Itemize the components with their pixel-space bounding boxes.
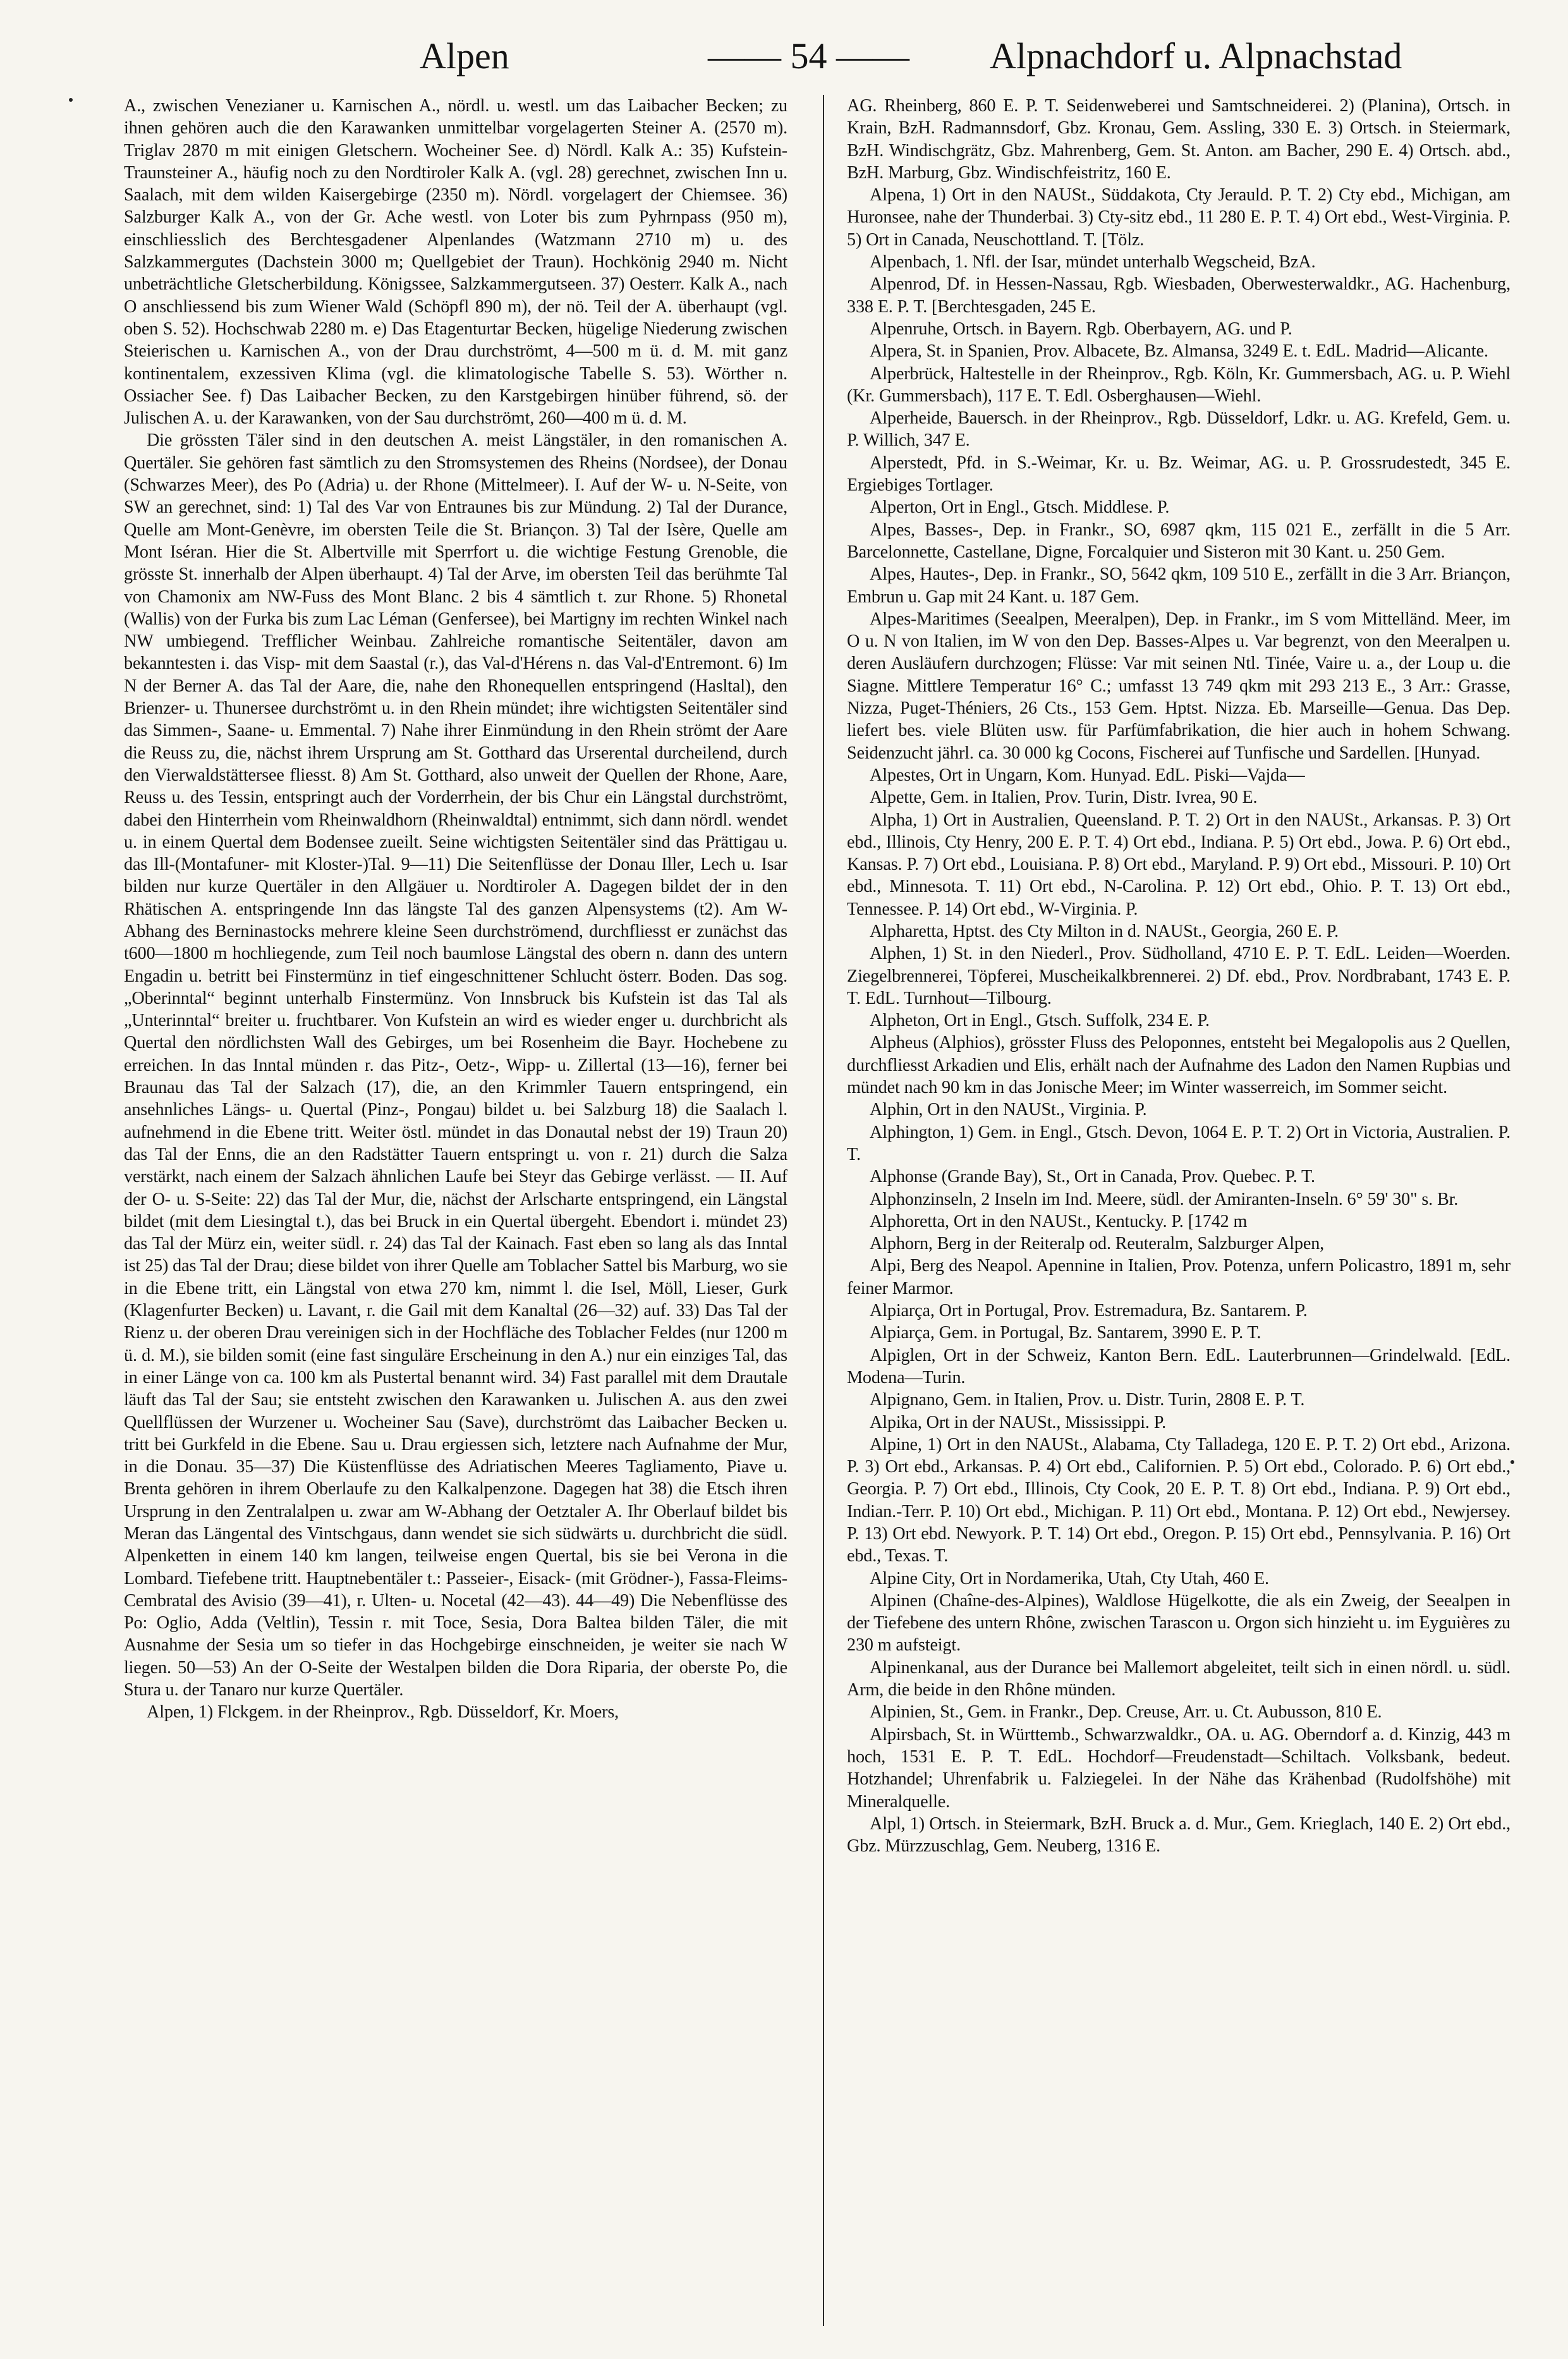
entry: Alpinen (Chaîne-des-Alpines), Waldlose Hügelkotte, die als ein Zweig, der Seealpen in der Tiefebene des untern Rhône, zwischen Tarascon u. Orgon sich hinzieht u. im Eyguières zu 230 m aufsteigt. [847,1590,1510,1655]
entry: Alphoretta, Ort in den NAUSt., Kentucky. P. [1742 m [870,1211,1248,1231]
right-column [847,95,1510,2332]
entry: Alpl, 1) Ortsch. in Steiermark, BzH. Bruck a. d. Mur., Gem. Krieglach, 140 E. 2) Ort ebd., Gbz. Mürzzuschlag, Gem. Neuberg, 1316 E. [847,1813,1510,1856]
entry: Alpika, Ort in der NAUSt., Mississippi. P. [870,1412,1167,1432]
entry: AG. Rheinberg, 860 E. P. T. Seidenweberei und Samtschneiderei. 2) (Planina), Ortsch. in Krain, BzH. Radmannsdorf, Gbz. Kronau, Gem. Assling, 330 E. 3) Ortsch. in Steiermark, BzH. Windischgrätz, Gbz. Mahrenberg, Gem. St. Anton. am Bacher, 290 E. 4) Ortsch. abd., BzH. Marburg, Gbz. Windischfeistritz, 160 E. [847,96,1510,183]
entry: Alpena, 1) Ort in den NAUSt., Süddakota, Cty Jerauld. P. T. 2) Cty ebd., Michigan, am Huronsee, nahe der Thunderbai. 3) Cty-sitz ebd., 11 280 E. P. T. 4) Ort ebd., West-Virginia. P. 5) Ort in Canada, Neuschottland. T. [Tölz. [847,185,1510,250]
entry: Alpestes, Ort in Ungarn, Kom. Hunyad. EdL. Piski—Vajda— [870,765,1305,785]
entry: Alperstedt, Pfd. in S.-Weimar, Kr. u. Bz. Weimar, AG. u. P. Grossrudestedt, 345 E. Ergiebiges Tortlager. [847,453,1510,496]
entry: Alpinien, St., Gem. in Frankr., Dep. Creuse, Arr. u. Ct. Aubusson, 810 E. [870,1702,1382,1722]
entry: Alperheide, Bauersch. in der Rheinprov., Rgb. Düsseldorf, Ldkr. u. AG. Krefeld, Gem. u. P. Willich, 347 E. [847,408,1510,451]
entry: Alphington, 1) Gem. in Engl., Gtsch. Devon, 1064 E. P. T. 2) Ort in Victoria, Australien. P. T. [847,1122,1510,1164]
entry: Alpine City, Ort in Nordamerika, Utah, Cty Utah, 460 E. [870,1568,1269,1588]
entry: Alphorn, Berg in der Reiteralp od. Reuteralm, Salzburger Alpen, [870,1234,1325,1254]
page-number: —— 54 —— [708,35,909,76]
margin-dot [1510,1460,1514,1464]
entry: Alpirsbach, St. in Württemb., Schwarzwaldkr., OA. u. AG. Oberndorf a. d. Kinzig, 443 m hoch, 1531 E. P. T. EdL. Hochdorf—Freudenstadt—Schiltach. Volksbank, bedeut. Hotzhandel; Uhrenfabrik u. Falziegelei. In der Nähe das Krähenbad (Rudolfshöhe) mit Mineralquelle. [847,1724,1510,1812]
margin-dot [69,98,73,102]
entry: Alpes, Hautes-, Dep. in Frankr., SO, 5642 qkm, 109 510 E., zerfällt in die 3 Arr. Briançon, Embrun u. Gap mit 24 Kant. u. 187 Gem. [847,564,1510,607]
entry: Alpharetta, Hptst. des Cty Milton in d. NAUSt., Georgia, 260 E. P. [870,921,1339,941]
entry: Alphonse (Grande Bay), St., Ort in Canada, Prov. Quebec. P. T. [870,1167,1315,1187]
left-column [124,95,787,2332]
column-divider [823,95,824,2326]
entry: Alpinenkanal, aus der Durance bei Mallemort abgeleitet, teilt sich in einen nördl. u. südl. Arm, die beide in den Rhône münden. [847,1657,1510,1700]
entry: Alpiarça, Gem. in Portugal, Bz. Santarem, 3990 E. P. T. [870,1323,1261,1343]
entry: Alpette, Gem. in Italien, Prov. Turin, Distr. Ivrea, 90 E. [870,788,1258,808]
running-head [126,28,1485,85]
entry: Alpenrod, Df. in Hessen-Nassau, Rgb. Wiesbaden, Oberwesterwaldkr., AG. Hachenburg, 338 E. P. T. [Berchtesgaden, 245 E. [847,274,1510,317]
entry: Alphen, 1) St. in den Niederl., Prov. Südholland, 4710 E. P. T. EdL. Leiden—Woerden. Ziegelbrennerei, Töpferei, Muscheikalkbrennerei. 2) Df. ebd., Prov. Nordbrabant, 1743 E. P. T. EdL. Turnhout—Tilbourg. [847,944,1510,1008]
entry: Alpiarça, Ort in Portugal, Prov. Estremadura, Bz. Santarem. P. [870,1301,1308,1321]
entry: Alpine, 1) Ort in den NAUSt., Alabama, Cty Talladega, 120 E. P. T. 2) Ort ebd., Arizona. P. 3) Ort ebd., Arkansas. P. 4) Ort ebd., Californien. P. 5) Ort ebd., Colorado. P. 6) Ort ebd., Georgia. P. 7) Ort ebd., Illinois, Cty Cook, 20 E. P. T. 8) Ort ebd., Indiana. P. 9) Ort ebd., Indian.-Terr. P. 10) Ort ebd., Michigan. P. 11) Ort ebd., Montana. P. 12) Ort ebd., Newjersey. P. 13) Ort ebd. Newyork. P. T. 14) Ort ebd., Oregon. P. 15) Ort ebd., Pennsylvania. P. 16) Ort ebd., Texas. T. [847,1434,1510,1566]
entry: Alpheton, Ort in Engl., Gtsch. Suffolk, 234 E. P. [870,1011,1210,1031]
entry: Alpiglen, Ort in der Schweiz, Kanton Bern. EdL. Lauterbrunnen—Grindelwald. [EdL. Modena—Turin. [847,1345,1510,1387]
paragraph: A., zwischen Venezianer u. Karnischen A., nördl. u. westl. um das Laibacher Becken; zu ihnen gehören auch die den Karawanken unmittelbar vorgelagerten Steiner A. (2570 m). Triglav 2870 m mit einigen Gletschern. Wocheiner See. d) Nördl. Kalk A.: 35) Kufstein-Traunsteiner A., häufig noch zu den Nordtiroler Kalk A. (vgl. 28) gerechnet, zwischen Inn u. Saalach, mit dem wilden Kaisergebirge (2350 m). Nördl. vorgelagert der Chiemsee. 36) Salzburger Kalk A., von der Gr. Ache westl. von Loter bis zum Pyhrnpass (950 m), einschliesslich des Berchtesgadener Alpenlandes (Watzmann 2710 m) u. des Salzkammergutes (Dachstein 3000 m; Quellgebiet der Traun). Hochkönig 2940 m. Nicht unbeträchtliche Gletscherbildung. Königssee, Salzkammergutseen. 37) Oesterr. Kalk A., nach O anschliessend bis zum Wiener Wald (Schöpfl 890 m), der nö. Teil der A. überhaupt (vgl. oben S. 52). Hochschwab 2280 m. e) Das Etagenturtar Becken, hügelige Niederung zwischen Steierischen u. Karnischen A., von der Drau durchströmt, 4—500 m ü. d. M. mit ganz kontinentalem, exzessiven Klima (vgl. die klimatologische Tabelle S. 53). Wörther n. Ossiacher See. f) Das Laibacher Becken, zu den Karstgebirgen hinüber führend, sö. der Julischen A. u. der Karawanken, von der Sau durchströmt, 260—400 m ü. d. M. [124,96,787,429]
entry: Alpignano, Gem. in Italien, Prov. u. Distr. Turin, 2808 E. P. T. [870,1390,1305,1410]
entry: Alphin, Ort in den NAUSt., Virginia. P. [870,1100,1147,1120]
entry: Alpes, Basses-, Dep. in Frankr., SO, 6987 qkm, 115 021 E., zerfällt in die 5 Arr. Barcelonnette, Castellane, Digne, Forcalquier und Sisteron mit 30 Kant. u. 250 Gem. [847,520,1510,562]
entry: Alpenbach, 1. Nfl. der Isar, mündet unterhalb Wegscheid, BzA. [870,252,1316,272]
entry: Alpha, 1) Ort in Australien, Queensland. P. T. 2) Ort in den NAUSt., Arkansas. P. 3) Ort ebd., Illinois, Cty Henry, 200 E. P. T. 4) Ort ebd., Indiana. P. 5) Ort ebd., Jowa. P. 6) Ort ebd., Kansas. P. 7) Ort ebd., Louisiana. P. 8) Ort ebd., Maryland. P. 9) Ort ebd., Missouri. P. 10) Ort ebd., Minnesota. T. 11) Ort ebd., N-Carolina. P. 12) Ort ebd., Ohio. P. T. 13) Ort ebd., Tennessee. P. 14) Ort ebd., W-Virginia. P. [847,810,1510,919]
entry: Alpera, St. in Spanien, Prov. Albacete, Bz. Almansa, 3249 E. t. EdL. Madrid—Alicante. [870,341,1488,362]
header-right-keyword: Alpnachdorf u. Alpnachstad [990,35,1402,76]
entry: Alperton, Ort in Engl., Gtsch. Middlese. P. [870,497,1170,518]
paragraph: Alpen, 1) Flckgem. in der Rheinprov., Rgb. Düsseldorf, Kr. Moers, [147,1702,619,1722]
entry: Alpes-Maritimes (Seealpen, Meeralpen), Dep. in Frankr., im S vom Mittelländ. Meer, im O u. N von Italien, im W von den Dep. Basses-Alpes u. Var begrenzt, von den Meeralpen u. deren Ausläufern durchzogen; Flüsse: Var mit seinen Ntl. Tinée, Vaire u. a., der Loup u. die Siagne. Mittlere Temperatur 16° C.; umfasst 13 749 qkm mit 293 213 E., 3 Arr.: Grasse, Nizza, Puget-Théniers, 26 Cts., 153 Gem. Hptst. Nizza. Eb. Marseille—Genua. Das Dep. liefert bes. viele Blüten usw. für Parfümfabrikation, die hier auch in hohem Schwang. Seidenzucht jährl. ca. 30 000 kg Cocons, Fischerei auf Tunfische und Sardellen. [Hunyad. [847,609,1510,763]
entry: Alperbrück, Haltestelle in der Rheinprov., Rgb. Köln, Kr. Gummersbach, AG. u. P. Wiehl (Kr. Gummersbach), 117 E. T. Edl. Osberghausen—Wiehl. [847,363,1510,406]
entry: Alpheus (Alphios), grösster Fluss des Peloponnes, entsteht bei Megalopolis aus 2 Quellen, durchfliesst Arkadien und Elis, erhält nach der Aufnahme des Ladon den Namen Rupbias und mündet nach 90 km in das Jonische Meer; im Winter wasserreich, im Sommer seicht. [847,1033,1510,1098]
entry: Alphonzinseln, 2 Inseln im Ind. Meere, südl. der Amiranten-Inseln. 6° 59' 30" s. Br. [870,1189,1459,1209]
paragraph: Die grössten Täler sind in den deutschen A. meist Längstäler, in den romanischen A. Quertäler. Sie gehören fast sämtlich zu den Stromsystemen des Rheins (Nordsee), der Donau (Schwarzes Meer), des Po (Adria) u. der Rhone (Mittelmeer). I. Auf der W- u. N-Seite, von SW an gerechnet, sind: 1) Tal des Var von Entraunes bis zur Mündung. 2) Tal der Durance, Quelle am Mont-Genèvre, im obersten Teile die St. Briançon. 3) Tal der Isère, Quelle am Mont Iséran. Hier die St. Albertville mit Sperrfort u. die wichtige Festung Grenoble, die grösste St. innerhalb der Alpen überhaupt. 4) Tal der Arve, im obersten Teil das berühmte Tal von Chamonix am NW-Fuss des Mont Blanc. 2 bis 4 sämtlich t. zur Rhone. 5) Rhonetal (Wallis) von der Furka bis zum Lac Léman (Genfersee), bei Martigny im rechten Winkel nach NW umbiegend. Trefflicher Weinbau. Zahlreiche romantische Seitentäler, davon am bekanntesten i. das Visp- mit dem Saastal (r.), das Val-d'Hérens n. das Val-d'Entremont. 6) Im N der Berner A. das Tal der Aare, die, nahe den Rhonequellen entspringend (Hasltal), den Brienzer- u. Thunersee durchströmt u. in den Rhein mündet; ihre wichtigsten Seitentäler sind das Simmen-, Saane- u. Emmental. 7) Nahe ihrer Einmündung in den Rhein strömt der Aare die Reuss zu, die, nächst ihrem Ursprung am St. Gotthard das Urserental durcheilend, durch den Vierwaldstättersee fliesst. 8) Am St. Gotthard, also unweit der Quellen der Rhone, Aare, Reuss u. des Tessin, entspringt auch der Vorderrhein, der bis Chur ein Längstal durchströmt, dabei den Hinterrhein vom Rheinwaldhorn (Rheinwaldtal) entnimmt, sich dann nördl. wendet u. in einem Quertal dem Bodensee zueilt. Seine wichtigsten Seitentäler sind das Prättigau u. das Ill-(Montafuner- mit Kloster-)Tal. 9—11) Die Seitenflüsse der Donau Iller, Lech u. Isar bilden nur kurze Quertäler in den Allgäuer u. Nordtiroler A. Dagegen bildet der in den Rhätischen A. entspringende Inn das längste Tal des ganzen Alpensystems (t2). Am W-Abhang des Berninastocks mehrere kleine Seen durchströmend, durchfliesst er zunächst das t600—1800 m hochliegende, zum Teil noch baumlose Längstal des obern n. dann des untern Engadin u. betritt bei Finstermünz in tief eingeschnittener Schlucht österr. Boden. Das sog. „Oberinntal“ beginnt unterhalb Finstermünz. Von Innsbruck bis Kufstein ist das Tal als „Unterinntal“ breiter u. fruchtbarer. Von Kufstein an wird es wieder enger u. durchbricht als Quertal den nördlichsten Wall des Gebirges, um bei Rosenheim die Bayr. Hochebene zu erreichen. In das Inntal münden r. das Pitz-, Oetz-, Wipp- u. Zillertal (13—16), ferner bei Braunau das Tal der Salzach (17), die, an den Krimmler Tauern entspringend, ein ansehnliches Längs- u. Quertal (Pinz-, Pongau) bildet u. bei Salzburg 18) die Saalach l. aufnehmend in die Ebene tritt. Weiter östl. mündet in das Donautal nebst der 19) Traun 20) das Tal der Enns, die an den Radstätter Tauern entspringt u. von r. 21) durch die Salza verstärkt, nach einem der Salzach ähnlichen Laufe bei Steyr das Gebirge verlässt. — II. Auf der O- u. S-Seite: 22) das Tal der Mur, die, nächst der Arlscharte entspringend, ein Längstal bildet (mit dem Liesingtal t.), das bei Bruck in ein Quertal übergeht. Ebendort i. mündet 23) das Tal der Mürz ein, weiter südl. r. 24) das Tal der Kainach. Fast eben so lang als das Inntal ist 25) das Tal der Drau; diese bildet von ihrer Quelle am Toblacher Sattel bis Marburg, wo sie in die Ebene tritt, ein Längstal von etwa 270 km, nimmt l. die Isel, Möll, Lieser, Gurk (Klagenfurter Becken) u. Lavant, r. die Gail mit dem Kanaltal (26—32) auf. 33) Das Tal der Rienz u. der oberen Drau vereinigen sich in der Hochfläche des Toblacher Feldes (nur 1200 m ü. d. M.), sie bilden somit (eine fast singuläre Erscheinung in den A.) nur ein einziges Tal, das in einer Länge von ca. 100 km als Pustertal benannt wird. 34) Fast parallel mit dem Drautale läuft das Tal der Sau; sie entsteht zwischen den Karawanken u. Julischen A. aus den zwei Quellflüssen der Wurzener u. Wocheiner Sau (Save), durchströmt das Laibacher Becken u. tritt bei Gurkfeld in die Ebene. Sau u. Drau ergiessen sich, letztere nach Aufnahme der Mur, in die Donau. 35—37) Die Küstenflüsse des Adriatischen Meeres Tagliamento, Piave u. Brenta gehören in ihrem Oberlaufe zu den Kalkalpenzone. Dagegen hat 38) die Etsch ihren Ursprung in den Zentralalpen u. zwar am W-Abhang der Oetztaler A. Ihr Oberlauf bildet bis Meran das Längental des Vintschgaus, dann wendet sie sich südwärts u. durchbricht die südl. Alpenketten in einem 140 km langen, teilweise engen Quertal, bis sie bei Verona in die Lombard. Tiefebene tritt. Hauptnebentäler t.: Passeier-, Eisack- (mit Grödner-), Fassa-Fleims-Cembratal des Avisio (39—41), r. Ulten- u. Nocetal (42—43). 44—49) Die Nebenflüsse des Po: Oglio, Adda (Veltlin), Tessin r. mit Toce, Sesia, Dora Baltea bilden Täler, die mit Ausnahme der Sesia um so tiefer in das Hochgebirge einschneiden, je weiter sie nach W liegen. 50—53) An der O-Seite der Westalpen bilden die Dora Riparia, der oberste Po, die Stura u. der Tanaro nur kurze Quertäler. [124,430,787,1700]
entry: Alpenruhe, Ortsch. in Bayern. Rgb. Oberbayern, AG. und P. [870,319,1292,339]
entry: Alpi, Berg des Neapol. Apennine in Italien, Prov. Potenza, unfern Policastro, 1891 m, sehr feiner Marmor. [847,1256,1510,1298]
header-left-keyword: Alpen [420,35,509,76]
